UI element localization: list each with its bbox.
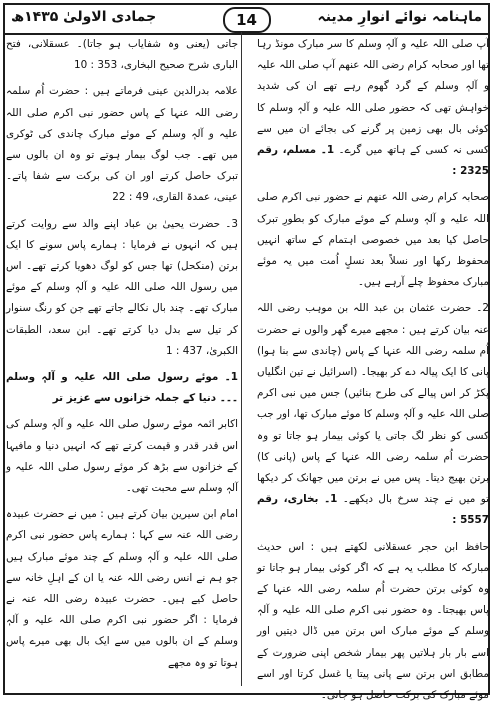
left-paragraph-2-text: علامہ بدرالدین عینی فرماتے ہیں : حضرت اُم سلمہ رضی اللہ عنہا کے پاس حضور نبی اکرم صلی اللہ علیہ و آلہٖ وسلم کے موئے مبارک چاندی کی ٹوکری میں تھے۔ جب لوگ بیمار ہوتے تو وہ ان بالوں سے تبرک حاصل کرتے اور ان کی برکت سے شفا پاتے۔ عینی، عمدۃ القاری، 49 : 22 (6, 85, 238, 204)
left-paragraph-1-text: جاتی (یعنی وہ شفایاب ہو جاتا)۔ عسقلانی، فتح الباری شرح صحیح البخاری، 353 : 10 (6, 38, 238, 72)
right-paragraph-3-text: 2۔ حضرت عثمان بن عبد اللہ بن موہب رضی اللہ عنہ بیان کرتے ہیں : مجھے میرے گھر والوں نے حضرت اُم سلمہ رضی اللہ عنہا کے پاس (چاندی سے بنا ہوا) پانی کا ایک پیالہ دے کر بھیجا۔ (اسرائیل نے تین انگلیاں پکڑ کر اس پیالے کی طرح بنائیں) جس میں نبی اکرم صلی اللہ علیہ و آلہٖ وسلم کا موئے مبارک تھا، اور جب کسی کو نظر لگ جاتی یا کوئی بیمار ہو جاتا تو وہ حضرت اُم سلمہ رضی اللہ عنہا کے پاس (پانی کا) برتن بھیج دیتا۔ پس میں نے برتن میں جھانک کر دیکھا تو میں نے چند سرخ بال دیکھے۔ (257, 302, 489, 506)
right-paragraph-4-text: حافظ ابن حجر عسقلانی لکھتے ہیں : اس حدیث مبارکہ کا مطلب یہ ہے کہ اگر کوئی بیمار ہو جاتا تو وہ کوئی برتن حضرت اُم سلمہ رضی اللہ عنہا کے پاس بھیجتا۔ وہ حضور نبی اکرم صلی اللہ علیہ و آلہٖ وسلم کے موئے مبارک اس برتن میں ڈال دیتیں اور اسے بار بار ہلاتیں پھر بیمار شخص اپنی ضرورت کے مطابق اس برتن سے پانی پیتا یا غسل کرتا اور اسے موئے مبارک کی برکت حاصل ہو جاتی۔ (257, 540, 489, 702)
left-paragraph-5-text: اکابر ائمہ موئے رسول صلی اللہ علیہ و آلہٖ وسلم کی اس قدر قدر و قیمت کرتے تھے کہ انہیں دنیا و مافیہا کے خزانوں سے بڑھ کر موئے رسول صلی اللہ علیہ و آلہٖ وسلم سے محبت تھی۔ (6, 418, 238, 495)
right-column (257, 34, 489, 702)
right-paragraph-3 (257, 298, 489, 531)
left-paragraph-3-text: 3۔ حضرت یحییٰ بن عباد اپنے والد سے روایت کرتے ہیں کہ انہوں نے فرمایا : ہمارے پاس سونے کا ایک برتن (منکحل) تھا جس کو لوگ دھویا کرتے تھے۔ اس میں رسول اللہ صلی اللہ علیہ و آلہٖ وسلم کے موئے مبارک تھے۔ چند بال نکالے جاتے تھے جن کو رنگ سنوار کر تیل سے بدل دیا کرتے تھے۔ ابن سعد، الطبقات الکبریٰ، 437 : 1 (6, 217, 238, 357)
left-paragraph-1 (6, 34, 238, 76)
left-paragraph-5 (6, 414, 238, 499)
left-paragraph-3 (6, 214, 238, 362)
left-column (6, 34, 238, 684)
right-paragraph-2 (257, 187, 489, 293)
left-paragraph-2 (6, 81, 238, 208)
page-header (5, 5, 488, 35)
issue-date: جمادی الاولیٰ ۱۴۳۵ھ (11, 9, 157, 25)
left-paragraph-6 (6, 504, 238, 674)
right-paragraph-4 (257, 537, 489, 706)
right-paragraph-2-text: صحابہ کرام رضی اللہ عنھم نے حضور نبی اکرم صلی اللہ علیہ و آلہٖ وسلم کے موئے مبارک کو بطورِ تبرک حاصل کیا بعد میں خصوصی اہتمام کے ساتھ انہیں محفوظ رکھا اور نسلاً بعد نسلٍ اُمت میں یہ موئے مبارک محفوظ چلے آرہے ہیں۔ (257, 191, 489, 289)
page-number: 14 (223, 7, 271, 33)
right-paragraph-1-ref: 1۔ مسلم، رقم 2325 : (257, 144, 489, 178)
right-paragraph-1 (257, 34, 489, 182)
right-paragraph-3-ref: 1۔ بخاری، رقم 5557 : (257, 493, 489, 527)
column-divider (241, 32, 242, 686)
right-paragraph-1-text: آپ صلی اللہ علیہ و آلہٖ وسلم کا سر مبارک مونڈ رہا تھا اور صحابہ کرام رضی اللہ عنھم آپ صلی اللہ علیہ و آلہٖ وسلم کے گرد گھوم رہے تھے ان کی شدید خواہش تھی کہ حضور صلی اللہ علیہ و آلہٖ وسلم کا کوئی بال بھی زمین پر گرنے کی بجائے ان میں سے کسی نہ کسی کے ہاتھ میں گرے۔ (257, 38, 489, 157)
left-heading (6, 367, 238, 409)
magazine-title: ماہنامہ نوائے انوارِ مدینہ (317, 9, 482, 25)
left-paragraph-6-text: امام ابن سیرین بیان کرتے ہیں : میں نے حضرت عبیدہ رضی اللہ عنہ سے کہا : ہمارے پاس حضور نبی اکرم صلی اللہ علیہ و آلہٖ وسلم کے چند موئے مبارک ہیں جو ہم نے انس رضی اللہ عنہ یا ان کے اہلِ خانہ سے حاصل کیے ہیں۔ حضرت عبیدہ رضی اللہ عنہ نے فرمایا : اگر حضور نبی اکرم صلی اللہ علیہ و آلہٖ وسلم کے ان بالوں میں سے ایک بال بھی میرے پاس ہوتا تو وہ مجھے (6, 508, 238, 669)
left-heading-text: 1۔ موئے رسول صلی اللہ علیہ و آلہٖ وسلم ۔۔۔ دنیا کے جملہ خزانوں سے عزیز تر (6, 371, 238, 405)
